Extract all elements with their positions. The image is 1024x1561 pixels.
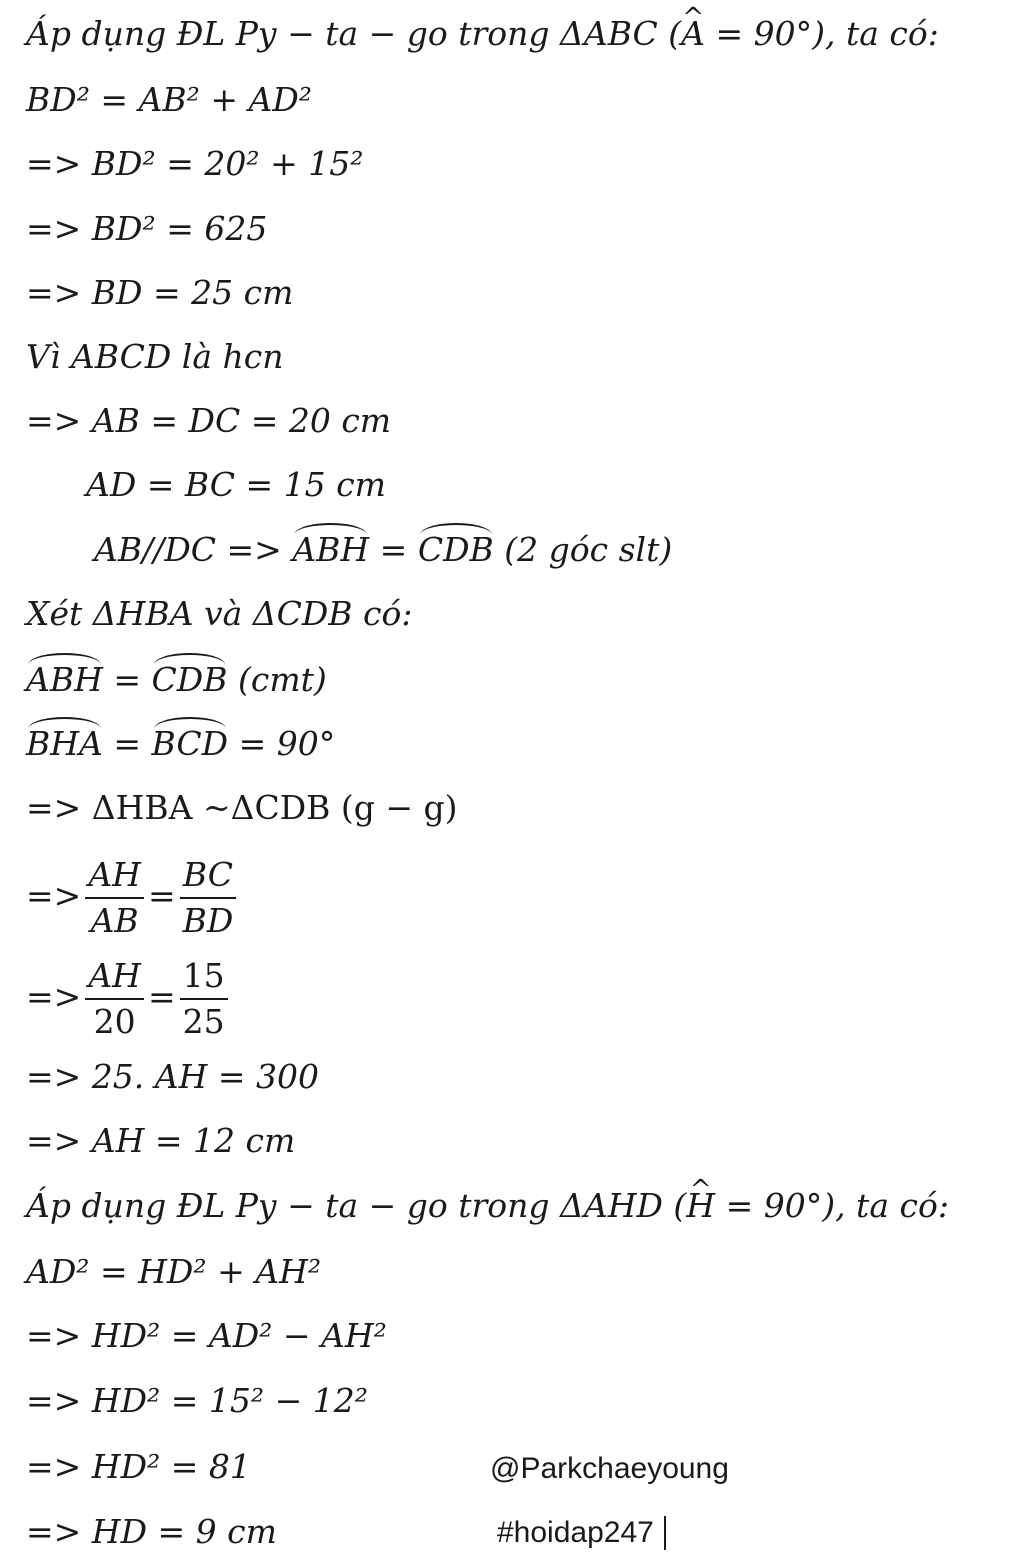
text: =: [369, 530, 418, 569]
line-abcd-rectangle: Vì ABCD là hcn: [26, 337, 284, 376]
text: = 90°), ta có:: [705, 14, 939, 53]
line-ratio-numbers: [26, 953, 232, 1044]
line-pythagoras-abc: [26, 14, 939, 54]
line-angle-equal-cmt: [26, 660, 327, 700]
denominator: 25: [182, 1002, 225, 1041]
denominator: BD: [182, 901, 234, 940]
text: = 90°), ta có:: [715, 1186, 949, 1225]
fraction: [180, 853, 237, 943]
text: =>: [26, 876, 82, 915]
line-25-ah: => 25. AH = 300: [26, 1057, 319, 1096]
text: Áp dụng ĐL Py − ta − go trong ΔAHD (: [26, 1186, 687, 1225]
line-pythagoras-ahd: [26, 1186, 949, 1226]
line-right-angles: [26, 724, 335, 764]
numerator: AH: [85, 954, 144, 1000]
line-hd-squared-values: => HD² = 15² − 12²: [26, 1381, 368, 1420]
line-hd-81: => HD² = 81: [26, 1447, 251, 1486]
denominator: AB: [90, 901, 139, 940]
text: =: [147, 977, 176, 1016]
line-parallel-angles: [94, 530, 672, 570]
numerator: 15: [180, 954, 228, 1000]
text: =: [102, 660, 152, 699]
text: (cmt): [227, 660, 327, 699]
text: =>: [26, 977, 82, 1016]
line-bd-squared: BD² = AB² + AD²: [26, 80, 313, 119]
line-consider-triangles: Xét ΔHBA và ΔCDB có:: [26, 594, 413, 633]
angle-cdb: CDB: [417, 530, 494, 569]
line-similar-triangles: => ΔHBA ~ΔCDB (g − g): [26, 788, 458, 827]
line-ratio-letters: [26, 852, 240, 943]
angle-abh: ABH: [26, 660, 103, 699]
fraction: [180, 954, 228, 1044]
numerator: AH: [85, 853, 144, 899]
text-caret: [664, 1516, 666, 1550]
angle-cdb: CDB: [151, 660, 228, 699]
text: = 90°: [228, 724, 336, 763]
line-hd-squared-diff: => HD² = AD² − AH²: [26, 1316, 387, 1355]
line-bd-25: => BD = 25 cm: [26, 273, 294, 312]
text: =: [102, 724, 152, 763]
line-ad-squared: AD² = HD² + AH²: [26, 1252, 322, 1291]
line-bd-625: => BD² = 625: [26, 209, 268, 248]
line-ah-12: => AH = 12 cm: [26, 1121, 296, 1160]
angle-bcd: BCD: [151, 724, 229, 763]
angle-hat: ^ H: [686, 1186, 715, 1226]
numerator: BC: [180, 853, 236, 899]
author-handle: @Parkchaeyoung: [490, 1452, 729, 1485]
text: AB//DC =>: [94, 530, 293, 569]
line-ad-bc: AD = BC = 15 cm: [86, 465, 386, 504]
fraction: [85, 853, 144, 943]
text: Áp dụng ĐL Py − ta − go trong ΔABC (: [26, 14, 682, 53]
text: =: [147, 876, 176, 915]
angle-abh: ABH: [292, 530, 370, 569]
fraction: [85, 954, 144, 1044]
line-ab-dc: => AB = DC = 20 cm: [26, 401, 392, 440]
text: (2 góc slt): [493, 530, 673, 569]
hashtag: #hoidap247: [497, 1516, 654, 1549]
line-bd-values: => BD² = 20² + 15²: [26, 144, 364, 183]
denominator: 20: [93, 1002, 136, 1041]
angle-hat: ^ A: [681, 14, 705, 54]
angle-bha: BHA: [26, 724, 103, 763]
line-hd-9: => HD = 9 cm: [26, 1512, 277, 1551]
